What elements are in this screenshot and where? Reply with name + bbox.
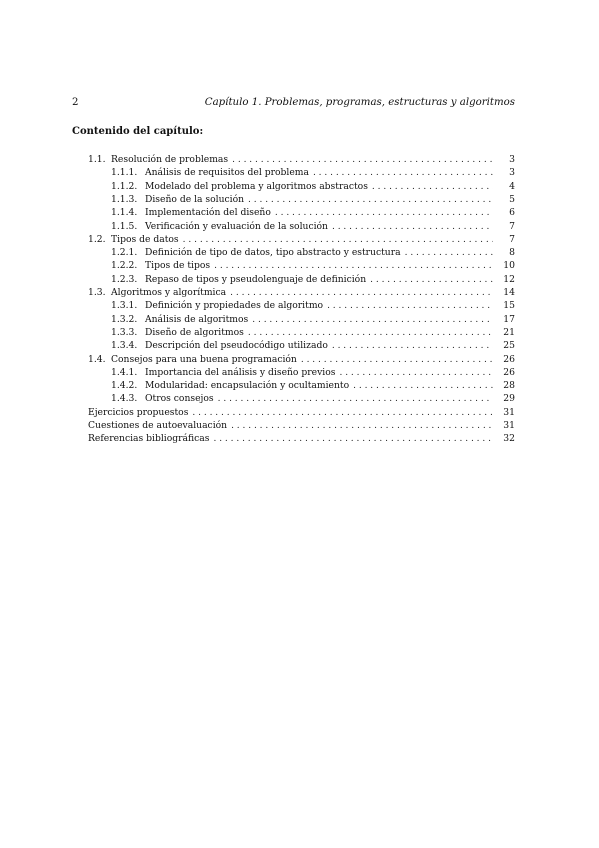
toc-entry-title: Definición y propiedades de algoritmo bbox=[145, 300, 324, 312]
toc-entry-number: 1.2.3. bbox=[111, 273, 138, 285]
toc-entry[interactable] bbox=[111, 313, 515, 326]
toc-entry-page: 29 bbox=[503, 393, 515, 405]
toc-entry-page: 10 bbox=[503, 260, 515, 272]
toc-entry-page: 8 bbox=[509, 247, 515, 259]
toc-entry-page: 26 bbox=[503, 353, 515, 365]
toc-entry[interactable] bbox=[111, 299, 515, 312]
toc-entry-title: Importancia del análisis y diseño previos bbox=[145, 366, 336, 378]
toc-entry[interactable] bbox=[111, 246, 515, 259]
toc-entry-title: Modelado del problema y algoritmos abstractos bbox=[145, 180, 368, 192]
toc-entry-title: Definición de tipo de datos, tipo abstracto y estructura bbox=[145, 247, 401, 259]
toc-entry[interactable] bbox=[111, 326, 515, 339]
toc-entry-number: 1.3.2. bbox=[111, 313, 138, 325]
dot-leader bbox=[248, 327, 493, 340]
dot-leader bbox=[405, 247, 493, 260]
dot-leader bbox=[332, 221, 493, 234]
toc-entry[interactable] bbox=[111, 366, 515, 379]
toc-entry-page: 5 bbox=[509, 193, 515, 205]
toc-entry-number: 1.3.3. bbox=[111, 326, 138, 338]
toc-entry-title: Otros consejos bbox=[145, 393, 214, 405]
toc-entry-number: 1.3. bbox=[88, 287, 106, 298]
toc-entry-title: Tipos de tipos bbox=[145, 260, 211, 272]
dot-leader bbox=[301, 354, 493, 367]
toc-entry-number: 1.4.1. bbox=[111, 366, 138, 378]
toc-entry-title: Consejos para una buena programación bbox=[111, 353, 297, 365]
toc-entry-title: Ejercicios propuestos bbox=[88, 406, 189, 418]
toc-entry-number: 1.1.4. bbox=[111, 207, 138, 219]
toc-entry-title: Repaso de tipos y pseudolenguaje de definición bbox=[145, 273, 367, 285]
dot-leader bbox=[332, 340, 493, 353]
dot-leader bbox=[192, 407, 493, 420]
toc-entry-title: Resolución de problemas bbox=[111, 154, 229, 165]
toc-entry-page: 26 bbox=[503, 366, 515, 378]
toc-entry-page: 28 bbox=[503, 380, 515, 392]
toc-entry-number: 1.3.1. bbox=[111, 300, 138, 312]
toc-entry-number: 1.1.5. bbox=[111, 220, 138, 232]
running-title: Capítulo 1. Problemas, programas, estructuras y algoritmos bbox=[204, 97, 515, 108]
dot-leader bbox=[232, 154, 493, 167]
toc-entry-page: 15 bbox=[503, 300, 515, 312]
toc-entry[interactable] bbox=[88, 233, 515, 246]
toc-entry-number: 1.1. bbox=[88, 154, 106, 165]
page-number: 2 bbox=[72, 97, 79, 108]
toc-entry-page: 12 bbox=[503, 273, 515, 285]
running-header bbox=[72, 96, 515, 110]
toc-entry-title: Análisis de algoritmos bbox=[145, 313, 249, 325]
toc-entry-title: Verificación y evaluación de la solución bbox=[145, 220, 328, 232]
toc-entry-number: 1.2.1. bbox=[111, 247, 138, 259]
toc-entry-number: 1.4. bbox=[88, 353, 106, 365]
dot-leader bbox=[370, 274, 493, 287]
dot-leader bbox=[327, 300, 493, 313]
dot-leader bbox=[275, 207, 493, 220]
dot-leader bbox=[252, 314, 493, 327]
dot-leader bbox=[230, 287, 493, 300]
toc-entry[interactable] bbox=[88, 419, 515, 432]
dot-leader bbox=[339, 367, 493, 380]
dot-leader bbox=[313, 167, 493, 180]
toc-entry[interactable] bbox=[88, 432, 515, 445]
toc-entry-title: Diseño de algoritmos bbox=[145, 326, 244, 338]
toc-entry[interactable] bbox=[111, 379, 515, 392]
toc-entry-number: 1.1.2. bbox=[111, 180, 138, 192]
dot-leader bbox=[214, 260, 493, 273]
toc-entry[interactable] bbox=[88, 406, 515, 419]
dot-leader bbox=[213, 433, 493, 446]
toc-entry-page: 17 bbox=[503, 313, 515, 325]
toc-entry-title: Tipos de datos bbox=[111, 233, 179, 245]
toc-entry-page: 6 bbox=[509, 207, 515, 219]
toc-entry[interactable] bbox=[111, 166, 515, 179]
toc-entry-page: 3 bbox=[509, 167, 515, 179]
dot-leader bbox=[183, 234, 493, 247]
toc-heading: Contenido del capítulo: bbox=[72, 126, 204, 137]
toc-entry[interactable] bbox=[111, 259, 515, 272]
toc-entry[interactable] bbox=[88, 153, 515, 166]
toc-entry-title: Cuestiones de autoevaluación bbox=[88, 420, 228, 431]
toc-entry[interactable] bbox=[111, 392, 515, 405]
toc-entry-number: 1.1.1. bbox=[111, 167, 138, 179]
toc-entry-number: 1.2.2. bbox=[111, 260, 138, 272]
toc-entry[interactable] bbox=[111, 193, 515, 206]
toc-entry-title: Implementación del diseño bbox=[145, 207, 271, 219]
toc-entry[interactable] bbox=[88, 286, 515, 299]
toc-entry[interactable] bbox=[111, 220, 515, 233]
toc-entry-page: 31 bbox=[503, 406, 515, 418]
toc-entry-title: Diseño de la solución bbox=[145, 193, 245, 205]
toc-entry-title: Algoritmos y algorítmica bbox=[111, 287, 227, 298]
dot-leader bbox=[353, 380, 493, 393]
toc-entry[interactable] bbox=[111, 339, 515, 352]
toc-entry-number: 1.3.4. bbox=[111, 340, 138, 352]
dot-leader bbox=[248, 194, 493, 207]
toc-entry-page: 3 bbox=[509, 154, 515, 165]
toc-entry-number: 1.1.3. bbox=[111, 193, 138, 205]
toc-entry-title: Descripción del pseudocódigo utilizado bbox=[145, 340, 328, 352]
toc-entry-number: 1.4.3. bbox=[111, 393, 138, 405]
toc-entry-page: 14 bbox=[503, 287, 515, 298]
toc-entry[interactable] bbox=[111, 180, 515, 193]
toc-entry-title: Análisis de requisitos del problema bbox=[145, 167, 309, 179]
dot-leader bbox=[231, 420, 493, 433]
toc-entry-title: Modularidad: encapsulación y ocultamiento bbox=[145, 380, 350, 392]
toc-entry-page: 25 bbox=[503, 340, 515, 352]
toc-entry-page: 7 bbox=[509, 233, 515, 245]
toc-entry[interactable] bbox=[111, 206, 515, 219]
toc-entry[interactable] bbox=[111, 273, 515, 286]
toc-entry-page: 21 bbox=[503, 326, 515, 338]
toc-entry-page: 32 bbox=[503, 433, 515, 445]
dot-leader bbox=[218, 393, 493, 406]
toc-entry-number: 1.4.2. bbox=[111, 380, 138, 392]
toc-entry-number: 1.2. bbox=[88, 233, 106, 245]
toc-entry-page: 7 bbox=[509, 220, 515, 232]
toc-entry-title: Referencias bibliográficas bbox=[88, 433, 210, 445]
toc-entry[interactable] bbox=[88, 353, 515, 366]
toc-entry-page: 31 bbox=[503, 420, 515, 431]
toc-entry-page: 4 bbox=[509, 180, 515, 192]
dot-leader bbox=[372, 181, 493, 194]
